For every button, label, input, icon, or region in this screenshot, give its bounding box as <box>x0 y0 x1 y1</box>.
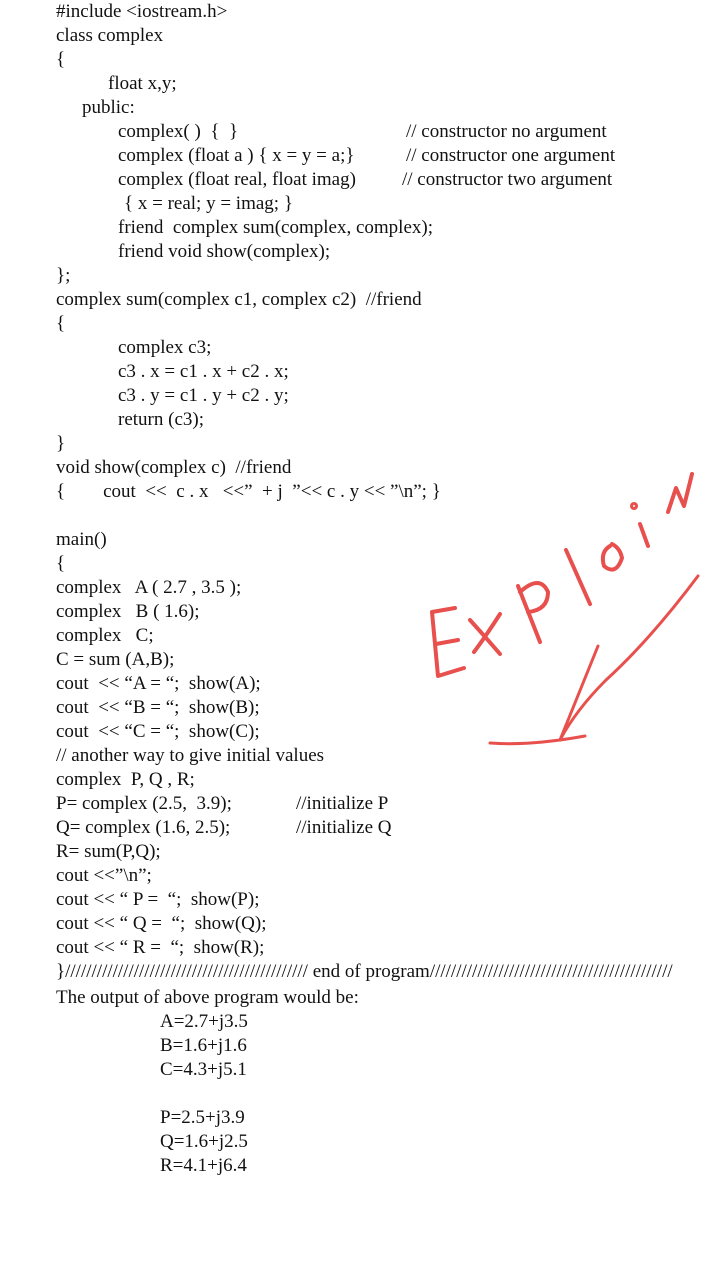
output-line-r: R=4.1+j6.4 <box>160 1155 247 1176</box>
code-line-ctor-one: complex (float a ) { x = y = a;} <box>118 145 355 166</box>
code-line-cout-c: cout << “C = “; show(C); <box>56 721 260 742</box>
code-comment-ctor-two: // constructor two argument <box>402 169 613 190</box>
output-line-a: A=2.7+j3.5 <box>160 1011 248 1032</box>
code-line-sum-def: complex sum(complex c1, complex c2) //friend <box>56 289 422 310</box>
code-line-decl-b: complex B ( 1.6); <box>56 601 200 622</box>
code-line-init-q: Q= complex (1.6, 2.5); <box>56 817 231 838</box>
code-line-class-decl: class complex <box>56 25 164 46</box>
output-intro: The output of above program would be: <box>56 987 359 1008</box>
code-line-comment-another: // another way to give initial values <box>56 745 325 766</box>
code-comment-init-p: //initialize P <box>296 793 389 814</box>
code-line-brace-open: { <box>56 49 66 70</box>
code-line-members: float x,y; <box>108 73 177 94</box>
code-line-cout-r: cout << “ R = “; show(R); <box>56 937 265 958</box>
code-line-cout-q: cout << “ Q = “; show(Q); <box>56 913 267 934</box>
code-line-sum-pq: R= sum(P,Q); <box>56 841 161 862</box>
code-line-main-brace: { <box>56 553 66 574</box>
code-line-decl-pqr: complex P, Q , R; <box>56 769 195 790</box>
output-line-p: P=2.5+j3.9 <box>160 1107 245 1128</box>
code-line-public: public: <box>82 97 135 118</box>
code-line-cout-b: cout << “B = “; show(B); <box>56 697 260 718</box>
code-line-main: main() <box>56 529 107 550</box>
code-line-include: #include <iostream.h> <box>56 1 228 22</box>
code-line-init-p: P= complex (2.5, 3.9); <box>56 793 232 814</box>
code-comment-ctor-default: // constructor no argument <box>406 121 607 142</box>
code-line-sum-c3: complex c3; <box>118 337 212 358</box>
code-line-friend-sum: friend complex sum(complex, complex); <box>118 217 433 238</box>
output-line-b: B=1.6+j1.6 <box>160 1035 247 1056</box>
code-line-sum-brace-close: } <box>56 433 66 454</box>
code-line-cout-newline: cout <<”\n”; <box>56 865 152 886</box>
code-line-sum-x: c3 . x = c1 . x + c2 . x; <box>118 361 289 382</box>
code-line-ctor-two: complex (float real, float imag) <box>118 169 356 190</box>
code-comment-ctor-one: // constructor one argument <box>406 145 616 166</box>
code-line-friend-show: friend void show(complex); <box>118 241 331 262</box>
output-line-c: C=4.3+j5.1 <box>160 1059 247 1080</box>
code-comment-init-q: //initialize Q <box>296 817 392 838</box>
code-line-show-def: void show(complex c) //friend <box>56 457 292 478</box>
code-line-class-end: }; <box>56 265 71 286</box>
code-line-decl-a: complex A ( 2.7 , 3.5 ); <box>56 577 242 598</box>
code-line-decl-c: complex C; <box>56 625 154 646</box>
output-line-q: Q=1.6+j2.5 <box>160 1131 248 1152</box>
code-line-show-body: { cout << c . x <<” + j ”<< c . y << ”\n”; } <box>56 481 441 502</box>
code-line-ctor-two-body: { x = real; y = imag; } <box>124 193 293 214</box>
code-line-cout-a: cout << “A = “; show(A); <box>56 673 261 694</box>
code-line-sum-return: return (c3); <box>118 409 204 430</box>
code-line-sum-ab: C = sum (A,B); <box>56 649 175 670</box>
code-line-ctor-default: complex( ) { } <box>118 121 239 142</box>
code-line-cout-p: cout << “ P = “; show(P); <box>56 889 260 910</box>
code-line-sum-y: c3 . y = c1 . y + c2 . y; <box>118 385 289 406</box>
code-line-sum-brace-open: { <box>56 313 66 334</box>
code-line-end-of-program: }////////////////////////////////////////////// end of program////////////////////////////////////////////// <box>56 961 673 982</box>
